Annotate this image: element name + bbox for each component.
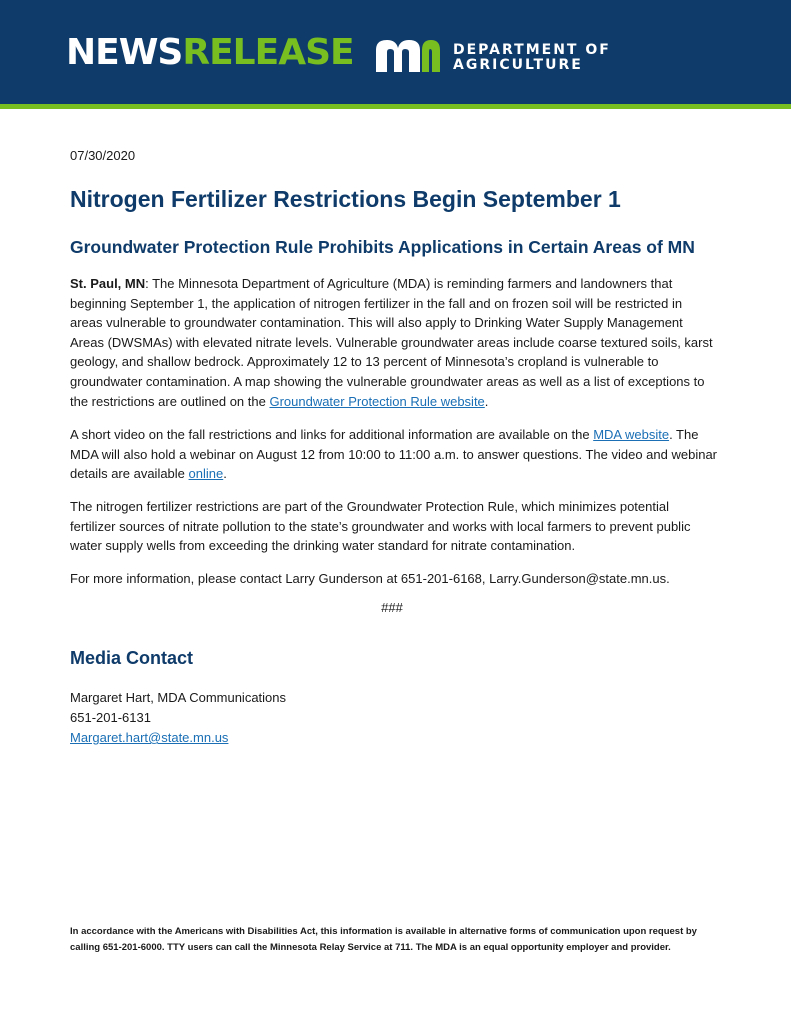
media-contact-heading: Media Contact (70, 648, 194, 668)
dept-line-1: DEPARTMENT OF (453, 42, 611, 58)
groundwater-rule-link[interactable]: Groundwater Protection Rule website (269, 393, 485, 409)
paragraph-2 (70, 425, 718, 484)
release-title: Nitrogen Fertilizer Restrictions Begin September 1 (70, 186, 621, 212)
paragraph-2-text-1: A short video on the fall restrictions and links for additional information are available on the (70, 427, 594, 442)
paragraph-1-text: : The Minnesota Department of Agriculture (MDA) is reminding farmers and landowners that beginning September 1, the application of nitrogen fertilizer in the fall and on frozen soil will be restricted in areas vulnerable to groundwater contamination. This will also apply to Drinking Water Supply Management Areas (DWSMAs) with elevated nitrate levels. Vulnerable groundwater areas include coarse textured soils, karst geology, and shallow bedrock. Approximately 12 to 13 percent of Minnesota’s cropland is vulnerable to groundwater contamination. A map showing the vulnerable groundwater areas as well as a list of exceptions to the restrictions are outlined on the (70, 276, 713, 409)
media-contact-name: Margaret Hart, MDA Communications (70, 690, 287, 705)
header-accent-stripe (0, 104, 791, 109)
ada-footer-note: In accordance with the Americans with Disabilities Act, this information is available in alternative forms of communication upon request by calling 651-201-6000. TTY users can call the Minnesota Relay Service at 711. The MDA is an equal opportunity employer and provider. (70, 926, 697, 953)
paragraph-3: The nitrogen fertilizer restrictions are part of the Groundwater Protection Rule, which minimizes potential fertilizer sources of nitrate pollution to the state’s groundwater and works with local farmers to prevent public water supply wells from exceeding the drinking water standard for nitrate contamination. (70, 499, 691, 554)
dateline: St. Paul, MN (70, 276, 146, 291)
end-mark (70, 600, 718, 615)
brand-news: NEWS (66, 32, 183, 73)
release-subtitle: Groundwater Protection Rule Prohibits Applications in Certain Areas of MN (70, 237, 695, 257)
dept-line-2: AGRICULTURE (453, 57, 583, 73)
paragraph-1 (70, 274, 718, 411)
paragraph-2-end: . (223, 466, 227, 482)
end-mark-text: ### (381, 600, 403, 615)
mn-logo-icon (374, 38, 442, 74)
media-contact-phone: 651-201-6131 (70, 710, 151, 725)
paragraph-2-text-2: . The MDA will also hold a webinar on August 12 from 10:00 to 11:00 a.m. to answer questions. The video and webinar details are available (70, 427, 718, 482)
news-release-wordmark (66, 32, 354, 73)
online-link[interactable]: online (188, 466, 224, 482)
paragraph-4: For more information, please contact Larry Gunderson at 651-201-6168, Larry.Gunderson@state.mn.us. (70, 571, 670, 586)
paragraph-1-end: . (484, 393, 489, 409)
header-banner (0, 0, 791, 104)
mda-website-link[interactable]: MDA website (593, 427, 670, 442)
brand-release: RELEASE (182, 32, 354, 73)
release-date: 07/30/2020 (70, 148, 136, 163)
media-contact-email-link[interactable]: Margaret.hart@state.mn.us (70, 730, 229, 745)
department-name (453, 43, 611, 73)
